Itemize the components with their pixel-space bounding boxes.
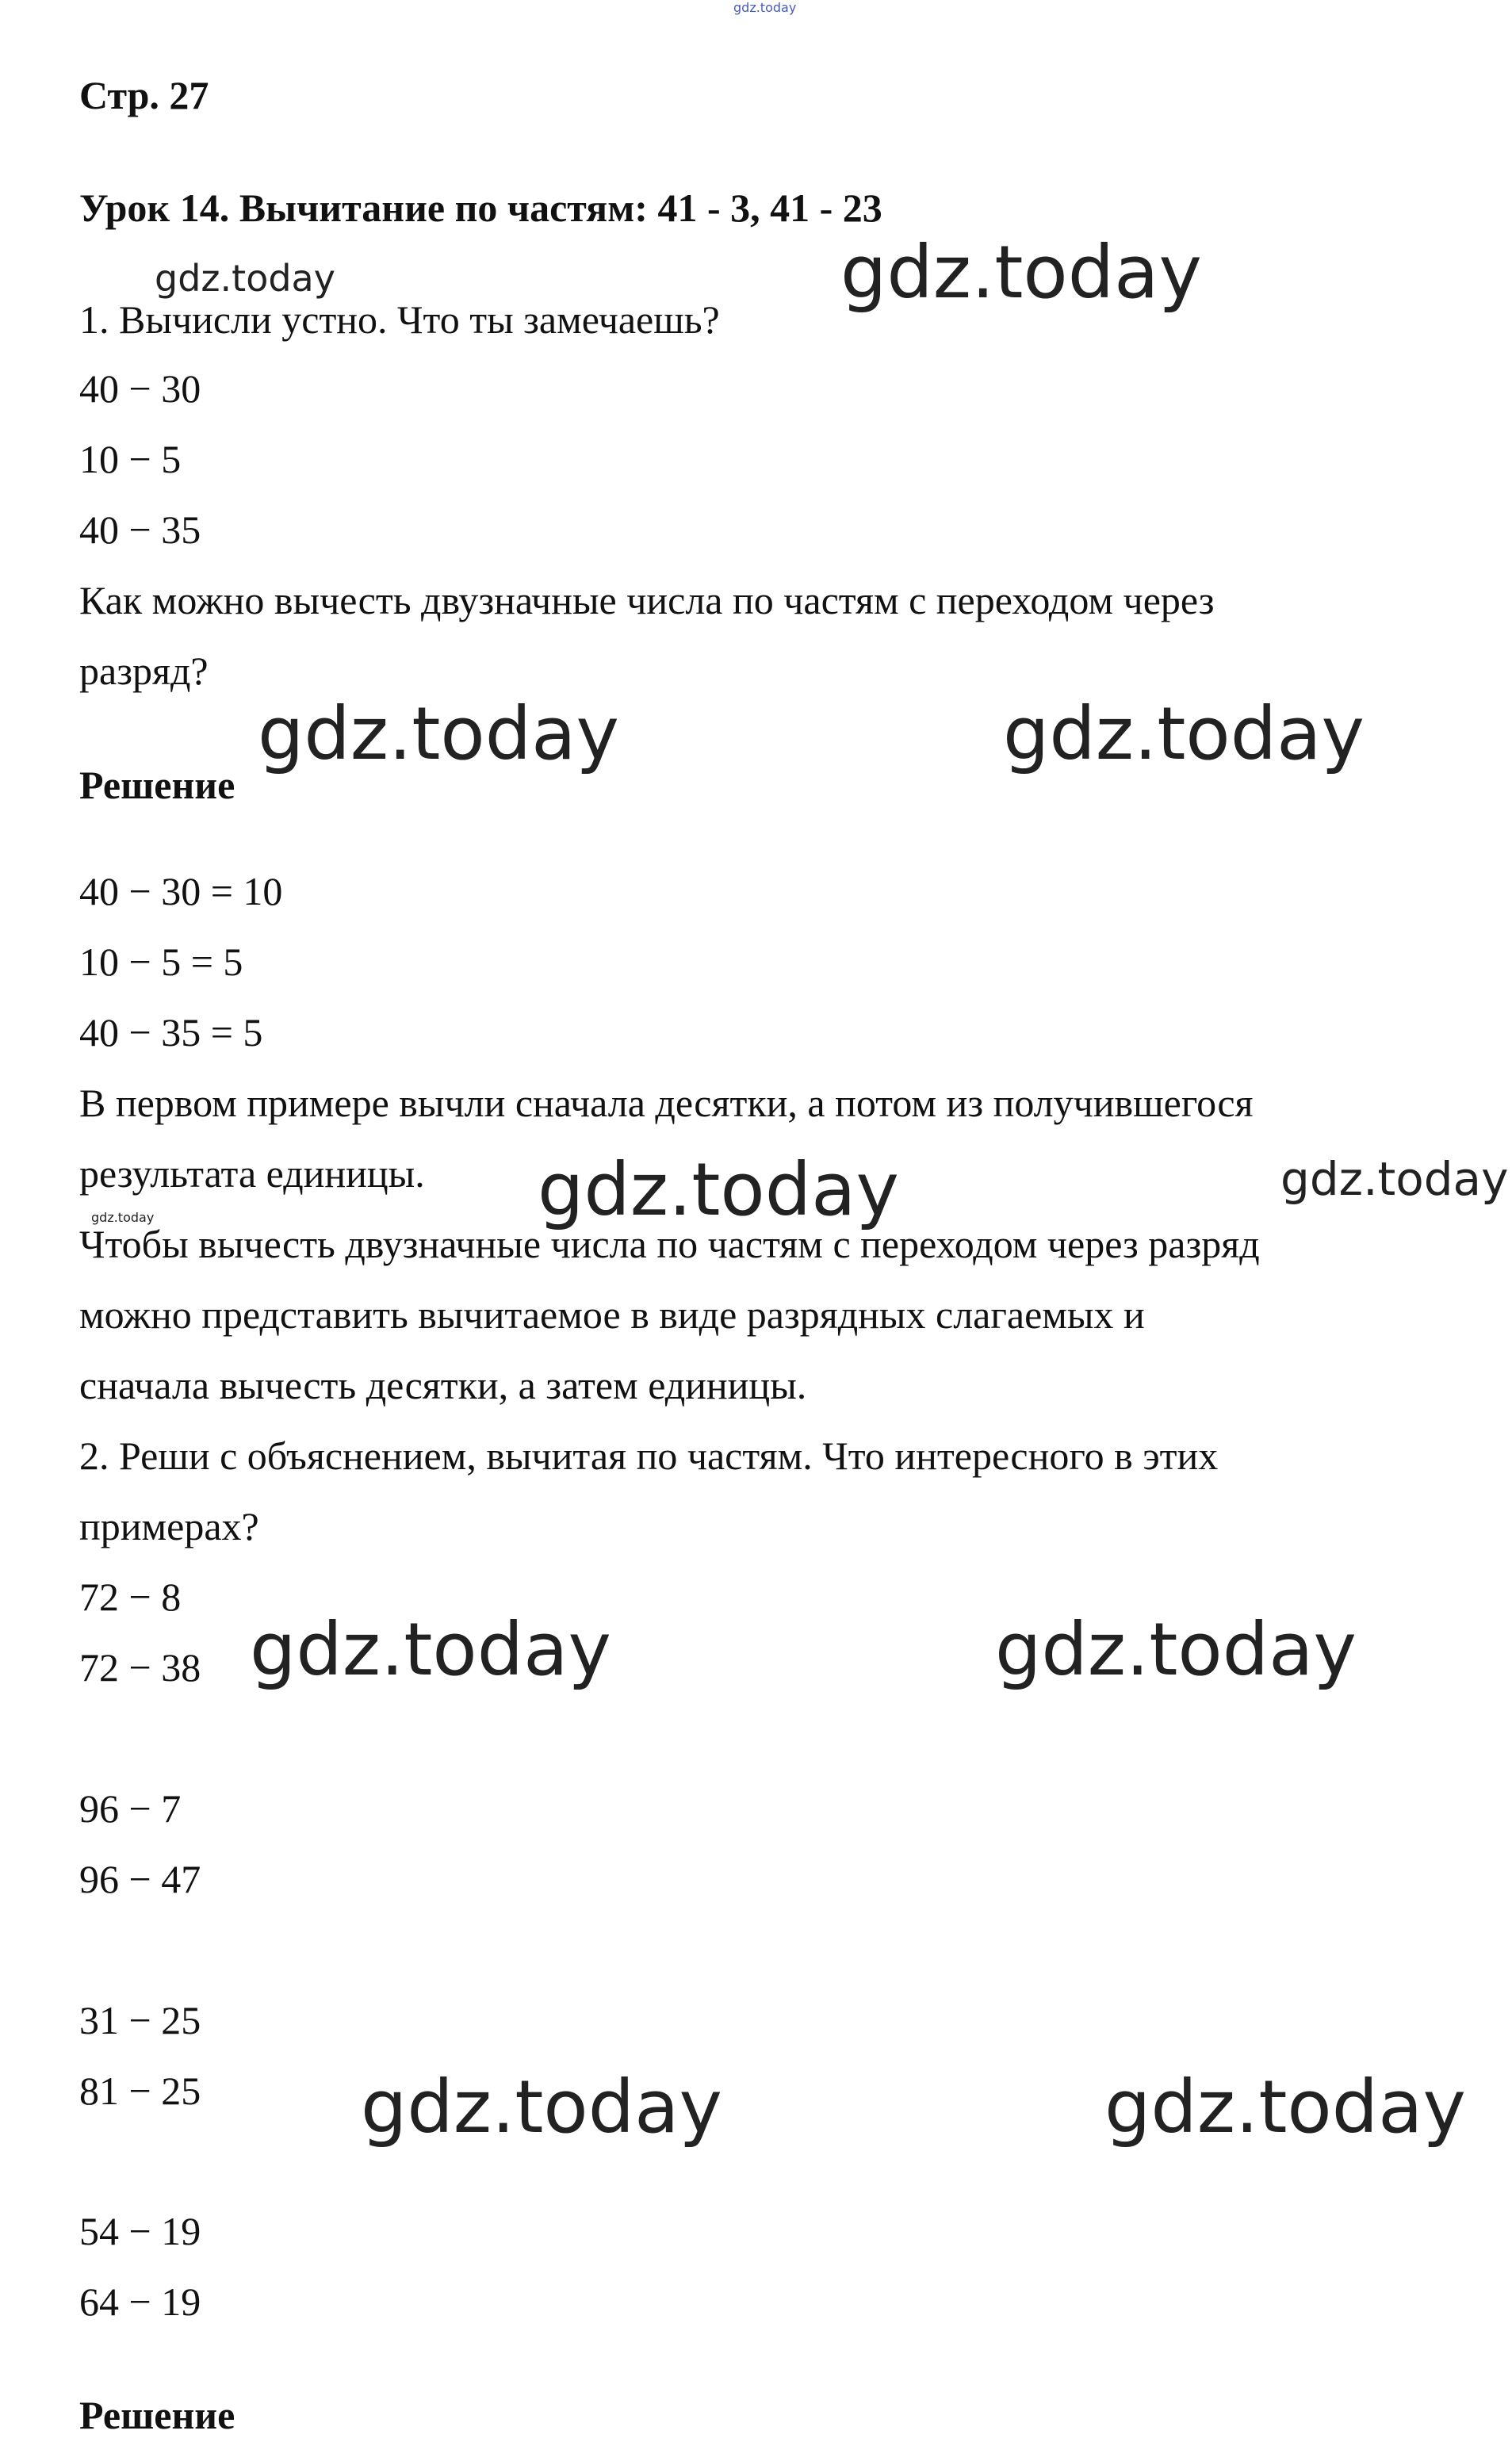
task2-expression: 81 − 25 [79,2069,201,2113]
task2-expression: 96 − 7 [79,1786,182,1831]
watermark: gdz.today [840,230,1202,315]
task2-solution-heading: Решение [79,2393,235,2437]
watermark: gdz.today [1003,691,1365,776]
task1-answer: 10 − 5 = 5 [79,940,243,984]
watermark: gdz.today [91,1210,155,1225]
watermark: gdz.today [258,691,619,776]
task1-question-line: разряд? [79,649,209,693]
watermark-top: gdz.today [733,0,797,15]
lesson-title: Урок 14. Вычитание по частям: 41 - 3, 41 - 23 [79,186,882,230]
task2-expression: 72 − 38 [79,1645,201,1690]
watermark: gdz.today [155,257,335,300]
task1-explanation-line: результата единицы. [79,1151,425,1196]
task1-expression: 10 − 5 [79,437,182,481]
task1-answer: 40 − 35 = 5 [79,1010,263,1054]
task1-question-line: Как можно вычесть двузначные числа по частям с переходом через [79,578,1215,622]
task1-prompt: 1. Вычисли устно. Что ты замечаешь? [79,297,720,342]
watermark: gdz.today [538,1147,899,1232]
task2-expression: 64 − 19 [79,2279,201,2324]
page-label: Стр. 27 [79,73,209,117]
task1-solution-heading: Решение [79,763,235,807]
task2-prompt-line: 2. Реши с объяснением, вычитая по частям. Что интересного в этих [79,1433,1219,1478]
task1-expression: 40 − 35 [79,507,201,552]
task1-answer: 40 − 30 = 10 [79,869,283,913]
task2-expression: 72 − 8 [79,1575,182,1619]
watermark: gdz.today [1280,1152,1509,1206]
task1-explanation-line: сначала вычесть десятки, а затем единицы. [79,1363,807,1407]
watermark: gdz.today [361,2065,722,2149]
watermark: gdz.today [1104,2065,1466,2149]
task1-explanation-line: Чтобы вычесть двузначные числа по частям с переходом через разряд [79,1222,1260,1266]
watermark: gdz.today [995,1607,1357,1692]
task1-expression: 40 − 30 [79,366,201,411]
watermark: gdz.today [250,1607,611,1692]
task1-explanation-line: можно представить вычитаемое в виде разрядных слагаемых и [79,1292,1145,1337]
task2-expression: 54 − 19 [79,2209,201,2253]
task2-expression: 31 − 25 [79,1998,201,2042]
task2-expression: 96 − 47 [79,1857,201,1901]
task2-prompt-line: примерах? [79,1504,259,1548]
task1-explanation-line: В первом примере вычли сначала десятки, а потом из получившегося [79,1081,1254,1125]
